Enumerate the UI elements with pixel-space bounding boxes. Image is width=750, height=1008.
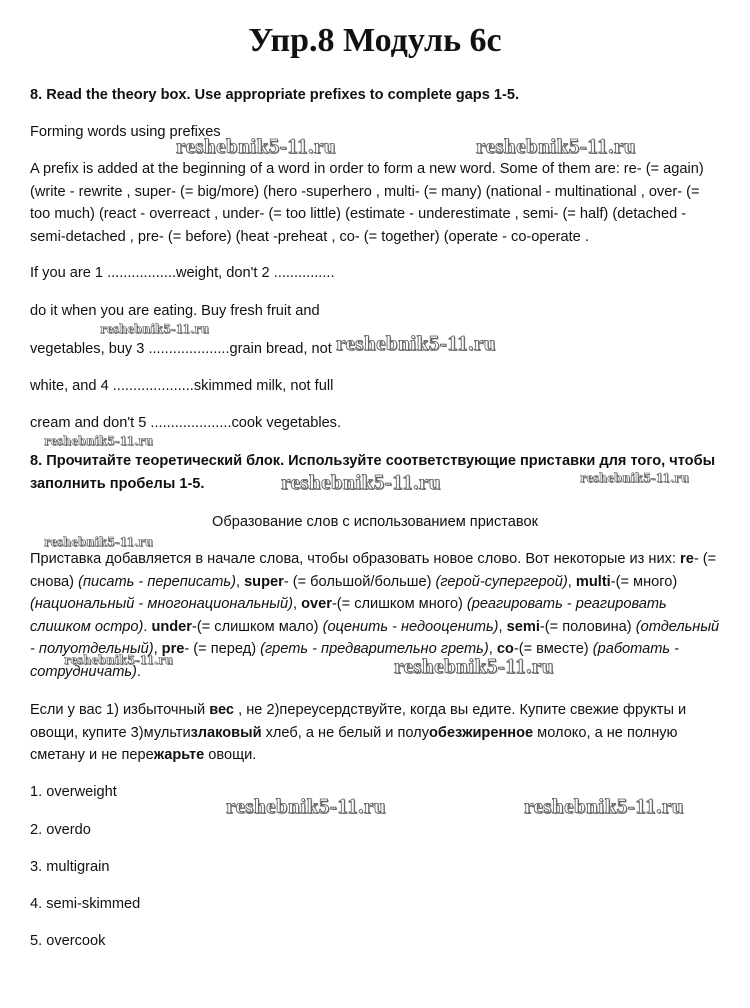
separator: , <box>488 641 497 657</box>
prefix-semi-example: (отдельный - полуотдельный) <box>30 618 720 657</box>
gap-line-1: If you are 1 .................weight, don't 2 ............... <box>30 265 335 281</box>
translation-highlight: злаковый <box>190 724 262 741</box>
prefix-multi: multi <box>575 573 611 590</box>
gap-line-2: do it when you are eating. Buy fresh fruit and <box>30 303 320 319</box>
prefix-under: under <box>151 618 192 635</box>
translation-part: хлеб, а не белый и полу <box>261 724 429 741</box>
prefix-super-example: (герой-супергерой) <box>435 573 568 590</box>
gap-line-3: vegetables, buy 3 ....................grain bread, not <box>30 341 332 357</box>
translation-part: Если у вас 1) избыточный <box>30 702 210 718</box>
prefix-super-def: - (= большой/больше) <box>283 573 436 590</box>
theory-text-en: A prefix is added at the beginning of a word in order to form a new word. Some of them are: re- (= again) (write - rewrite , super- (= big/more) (hero -superhero , multi- (= many) (national - multinational , over- (= too much) (react - overreact , under- (= too little) (estimate - underestimate , semi- (= half) (detached - semi-detached , pre- (= before) (heat -preheat , co- (= together) (operate - co-operate . <box>30 161 704 245</box>
answer-2: 2. overdo <box>30 822 91 838</box>
theory-box-title-en: Forming words using prefixes <box>30 124 221 140</box>
gap-line-4: white, and 4 ....................skimmed milk, not full <box>30 378 334 394</box>
watermark: reshebnik5-11.ru <box>476 134 636 158</box>
task-heading-en: 8. Read the theory box. Use appropriate prefixes to complete gaps 1-5. <box>30 87 520 103</box>
prefix-over: over <box>301 596 332 612</box>
translation-highlight: жарьте <box>153 747 205 763</box>
prefix-pre-def: - (= перед) <box>184 641 261 657</box>
prefix-re-def: - (= снова) <box>30 551 717 590</box>
prefix-re-example: (писать - переписать) <box>78 573 236 590</box>
theory-intro: Приставка добавляется в начале слова, чтобы образовать новое слово. Вот некоторые из них: <box>30 551 681 567</box>
prefix-co: co <box>496 641 514 657</box>
watermark: reshebnik5-11.ru <box>281 470 441 494</box>
translation-highlight: обезжиренное <box>429 724 534 741</box>
gap-line-5: cream and don't 5 ....................cook vegetables. <box>30 415 342 431</box>
theory-box-title-ru: Образование слов с использованием приставок <box>212 514 538 530</box>
translation-part: , не 2)переусердствуйте, когда вы едите. Купите свежие фрукты и овощи, купите 3)мульти <box>30 702 687 741</box>
watermark: reshebnik5-11.ru <box>336 331 496 355</box>
watermark: reshebnik5-11.ru <box>44 535 154 550</box>
prefix-under-example: (оценить - недооценить) <box>322 618 499 635</box>
prefix-re: re <box>680 551 694 567</box>
prefix-co-def: -(= вместе) <box>513 641 593 657</box>
page-title: Упр.8 Модуль 6c <box>248 22 502 59</box>
task-heading-ru: 8. Прочитайте теоретический блок. Используйте соответствующие приставки для того, чтобы заполнить пробелы 1-5. <box>30 453 716 492</box>
watermark: reshebnik5-11.ru <box>64 653 174 668</box>
prefix-multi-def: -(= много) <box>610 573 678 590</box>
translation-part: овощи. <box>204 747 257 763</box>
separator: , <box>235 573 245 590</box>
answer-4: 4. semi-skimmed <box>30 896 141 912</box>
prefix-co-example: (работать - сотрудничать) <box>30 641 680 680</box>
prefix-multi-example: (национальный - многонациональный) <box>30 596 293 612</box>
watermark: reshebnik5-11.ru <box>394 654 554 678</box>
separator: , <box>153 641 162 657</box>
separator: . <box>136 663 141 680</box>
answer-1: 1. overweight <box>30 784 117 800</box>
separator: . <box>143 618 152 635</box>
watermark: reshebnik5-11.ru <box>524 794 684 818</box>
prefix-semi-def: -(= половина) <box>539 618 636 635</box>
prefix-pre-example: (греть - предварительно греть) <box>260 641 489 657</box>
answer-5: 5. overcook <box>30 933 106 949</box>
translation-ru <box>30 699 720 767</box>
separator: , <box>498 618 507 635</box>
prefix-super: super <box>244 573 284 590</box>
watermark: reshebnik5-11.ru <box>580 471 690 486</box>
watermark: reshebnik5-11.ru <box>44 434 154 449</box>
prefix-semi: semi <box>506 618 540 635</box>
prefix-under-def: -(= слишком мало) <box>191 618 323 635</box>
separator: , <box>293 596 302 612</box>
prefix-over-def: -(= слишком много) <box>331 596 467 612</box>
prefix-over-example: (реагировать - реагировать слишком остро) <box>30 596 667 635</box>
answer-3: 3. multigrain <box>30 859 110 875</box>
watermark: reshebnik5-11.ru <box>176 134 336 158</box>
watermark: reshebnik5-11.ru <box>226 794 386 818</box>
translation-highlight: вес <box>209 702 235 718</box>
separator: , <box>567 573 576 590</box>
prefix-pre: pre <box>161 641 185 657</box>
watermark: reshebnik5-11.ru <box>100 322 210 337</box>
translation-part: молоко, а не полную сметану и не пере <box>30 724 678 763</box>
